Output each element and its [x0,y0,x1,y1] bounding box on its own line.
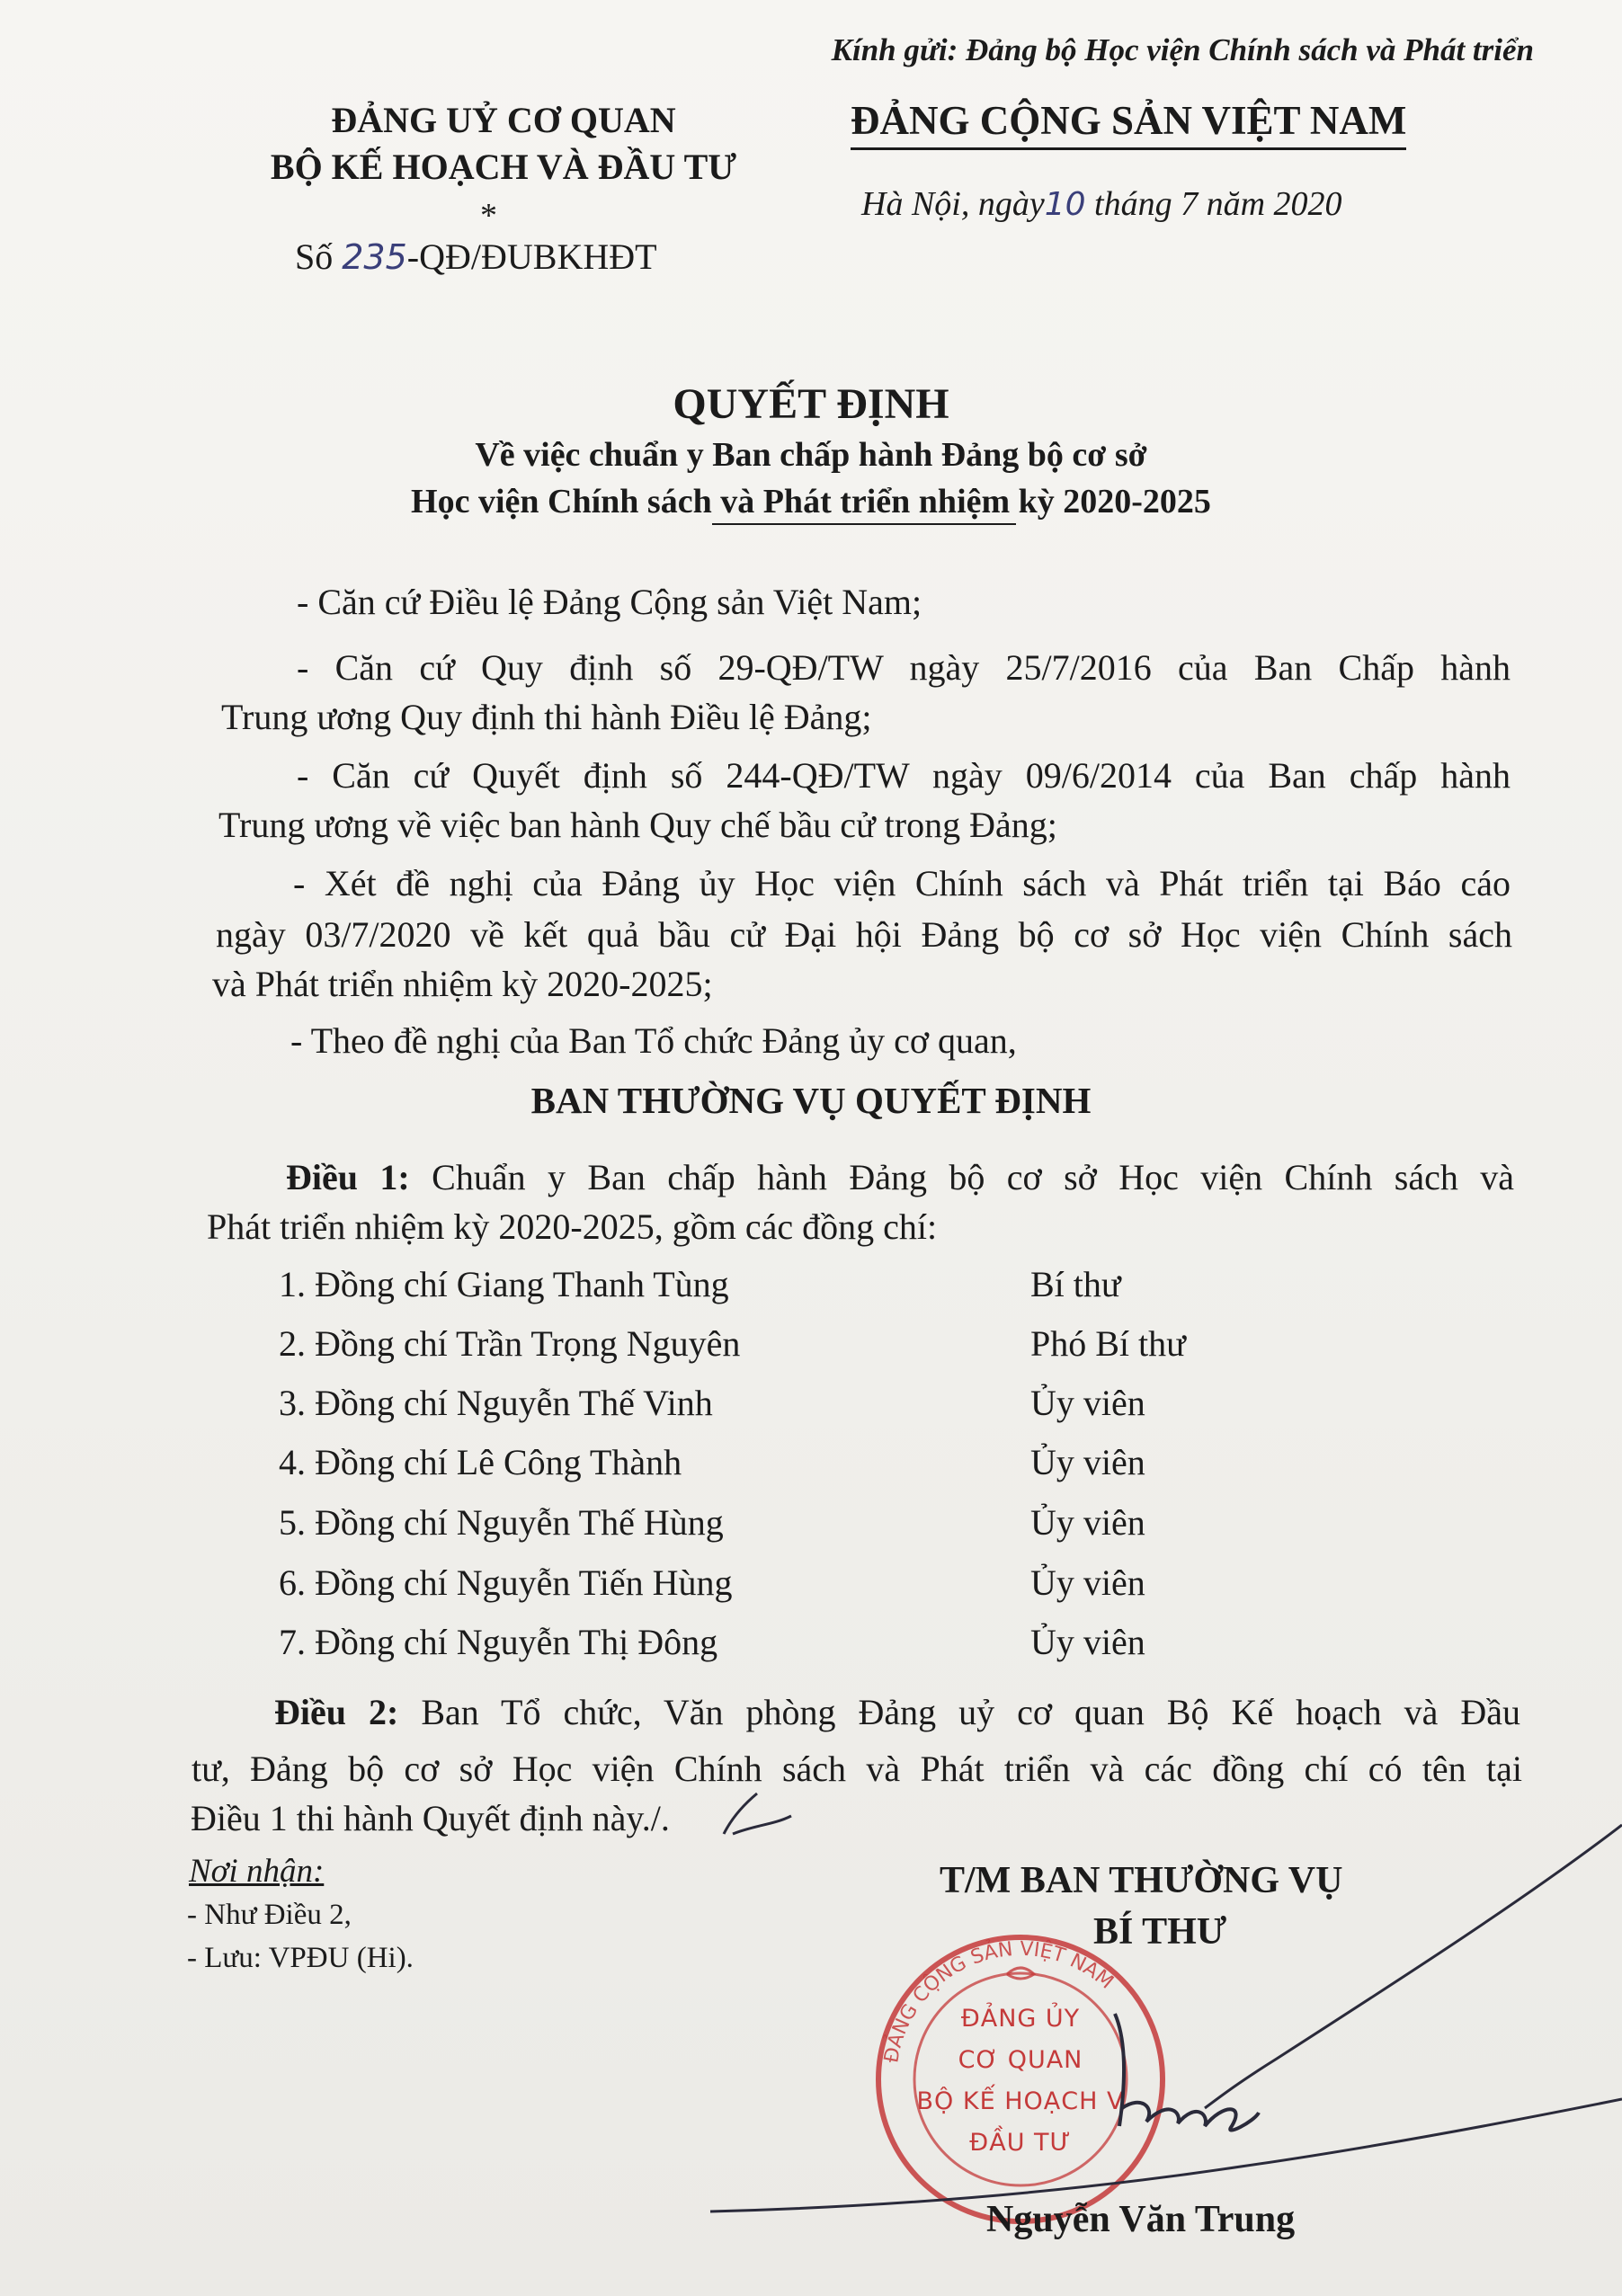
basis-4-line-2-text: ngày 03/7/2020 về kết quả bầu cử Đại hội Đảng bộ cơ sở Học viện Chính sách [216,914,1512,955]
basis-5: - Theo đề nghị của Ban Tổ chức Đảng ủy cơ quan, [290,1020,1017,1061]
member-role: Ủy viên [1030,1502,1145,1543]
document-subtitle-1: Về việc chuẩn y Ban chấp hành Đảng bộ cơ sở [475,436,1147,474]
date-day-handwritten: 10 [1044,186,1086,223]
article-2-line-3: Điều 1 thi hành Quyết định này./. [191,1798,670,1838]
basis-2-line-2: Trung ương Quy định thi hành Điều lệ Đảng; [221,697,872,737]
signatory-position: BÍ THƯ [1093,1911,1227,1953]
recipient-item: - Như Điều 2, [187,1899,352,1931]
article-1-label: Điều 1: [286,1157,410,1197]
member-name: 1. Đồng chí Giang Thanh Tùng [279,1264,729,1304]
document-number-suffix: -QĐ/ĐUBKHĐT [406,236,657,277]
member-name: 5. Đồng chí Nguyễn Thế Hùng [279,1502,724,1543]
article-1-line-2: Phát triển nhiệm kỳ 2020-2025, gồm các đồng chí: [207,1206,938,1247]
basis-1: - Căn cứ Điều lệ Đảng Cộng sản Việt Nam; [297,582,922,622]
member-name: 7. Đồng chí Nguyễn Thị Đông [279,1622,718,1662]
recipient-item: - Lưu: VPĐU (Hi). [187,1942,414,1974]
stamp-line-2: CƠ QUAN [958,2046,1083,2074]
member-name: 3. Đồng chí Nguyễn Thế Vinh [279,1383,713,1423]
recipients-title: Nơi nhận: [189,1853,325,1890]
member-role: Ủy viên [1030,1442,1145,1482]
member-role: Phó Bí thư [1030,1323,1186,1364]
article-2-line-2-text: tư, Đảng bộ cơ sở Học viện Chính sách và Phát triển và các đồng chí có tên tại [192,1749,1522,1789]
member-role: Ủy viên [1030,1562,1145,1603]
decision-heading: BAN THƯỜNG VỤ QUYẾT ĐỊNH [530,1080,1092,1121]
date-suffix: tháng 7 năm 2020 [1085,185,1342,223]
signatory-title: T/M BAN THƯỜNG VỤ [940,1860,1343,1901]
member-role: Bí thư [1030,1264,1121,1304]
member-name: 4. Đồng chí Lê Công Thành [279,1442,682,1482]
document-title: QUYẾT ĐỊNH [673,380,949,428]
article-1-text: Chuẩn y Ban chấp hành Đảng bộ cơ sở Học viện Chính sách và [409,1157,1514,1197]
issuer-line-1: ĐẢNG UỶ CƠ QUAN [331,100,676,140]
recipient-line: Kính gửi: Đảng bộ Học viện Chính sách và Phát triển [831,32,1534,67]
issuer-line-2: BỘ KẾ HOẠCH VÀ ĐẦU TƯ [270,147,737,187]
issuer-star: * [480,197,497,235]
member-role: Ủy viên [1030,1622,1145,1662]
article-2-label: Điều 2: [274,1692,399,1732]
document-subtitle-2: Học viện Chính sách và Phát triển nhiệm kỳ 2020-2025 [411,483,1211,521]
stamp-line-1: ĐẢNG ỦY [960,2005,1081,2033]
basis-2-line-1-text: - Căn cứ Quy định số 29-QĐ/TW ngày 25/7/2016 của Ban Chấp hành [297,647,1511,688]
stamp-line-4: ĐẦU TƯ [969,2129,1072,2157]
member-name: 2. Đồng chí Trần Trọng Nguyên [279,1323,741,1364]
document-number-prefix: Số [295,236,343,277]
stamp-ring-textpath: ĐẢNG CỘNG SẢN VIỆT NAM [880,1937,1118,2065]
document-number-handwritten: 235 [342,237,407,277]
stamp-line-3: BỘ KẾ HOẠCH V [916,2087,1125,2115]
member-role: Ủy viên [1030,1383,1145,1423]
party-header: ĐẢNG CỘNG SẢN VIỆT NAM [851,97,1406,150]
basis-3-line-1-text: - Căn cứ Quyết định số 244-QĐ/TW ngày 09/6/2014 của Ban chấp hành [297,755,1511,796]
article-2-text: Ban Tổ chức, Văn phòng Đảng uỷ cơ quan Bộ Kế hoạch và Đầu [398,1692,1520,1732]
basis-4-line-1-text: - Xét đề nghị của Đảng ủy Học viện Chính sách và Phát triển tại Báo cáo [293,863,1511,903]
signatory-name: Nguyễn Văn Trung [986,2199,1296,2240]
basis-3-line-2: Trung ương về việc ban hành Quy chế bầu cử trong Đảng; [218,805,1057,845]
basis-4-line-3: và Phát triển nhiệm kỳ 2020-2025; [212,964,713,1004]
date-prefix: Hà Nội, ngày [861,185,1045,223]
member-name: 6. Đồng chí Nguyễn Tiến Hùng [279,1562,733,1603]
